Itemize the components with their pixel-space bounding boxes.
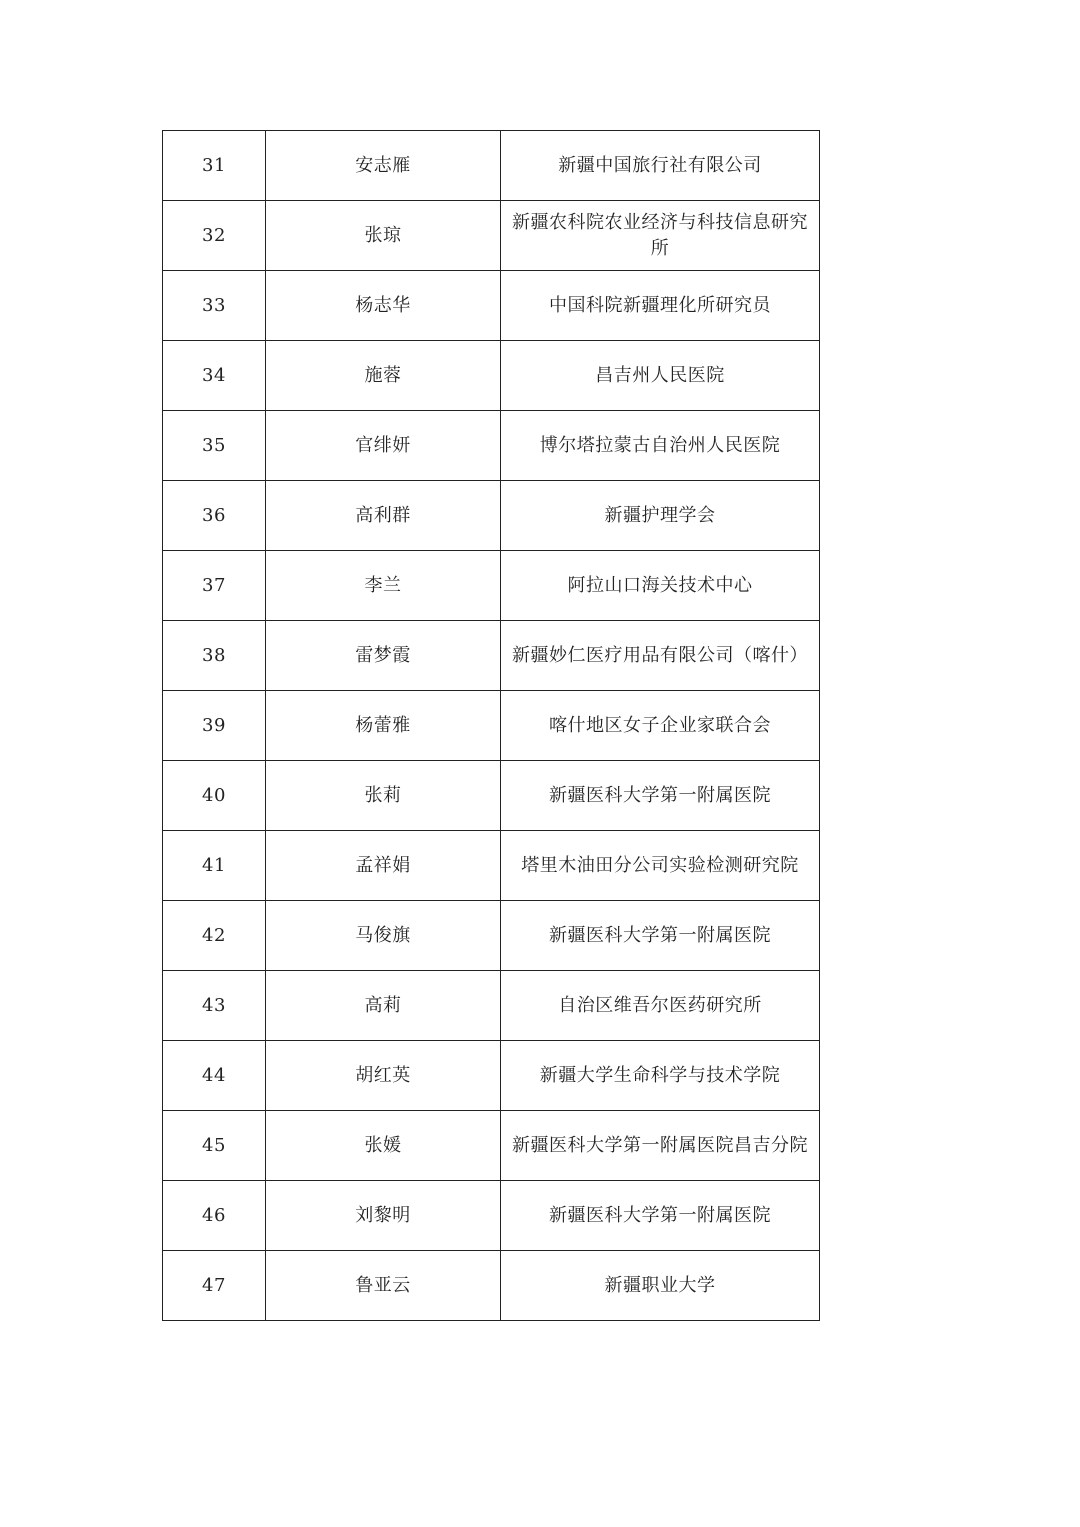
organization-cell: 阿拉山口海关技术中心	[501, 551, 820, 621]
row-number-cell: 43	[163, 971, 266, 1041]
organization-cell: 新疆医科大学第一附属医院	[501, 761, 820, 831]
row-number-cell: 41	[163, 831, 266, 901]
organization-cell: 新疆医科大学第一附属医院昌吉分院	[501, 1111, 820, 1181]
organization-cell: 新疆医科大学第一附属医院	[501, 901, 820, 971]
person-name-cell: 杨志华	[266, 271, 501, 341]
person-name-cell: 刘黎明	[266, 1181, 501, 1251]
organization-cell: 昌吉州人民医院	[501, 341, 820, 411]
row-number-cell: 44	[163, 1041, 266, 1111]
table-row	[163, 411, 820, 481]
person-name-cell: 张莉	[266, 761, 501, 831]
organization-cell: 博尔塔拉蒙古自治州人民医院	[501, 411, 820, 481]
row-number-cell: 31	[163, 131, 266, 201]
row-number-cell: 47	[163, 1251, 266, 1321]
row-number-cell: 45	[163, 1111, 266, 1181]
table-row	[163, 621, 820, 691]
person-name-cell: 施蓉	[266, 341, 501, 411]
table-row	[163, 1041, 820, 1111]
row-number-cell: 35	[163, 411, 266, 481]
table-row	[163, 691, 820, 761]
person-name-cell: 张媛	[266, 1111, 501, 1181]
organization-cell: 新疆护理学会	[501, 481, 820, 551]
table-row	[163, 831, 820, 901]
table-row	[163, 551, 820, 621]
row-number-cell: 40	[163, 761, 266, 831]
row-number-cell: 39	[163, 691, 266, 761]
person-name-cell: 马俊旗	[266, 901, 501, 971]
roster-table-body	[163, 131, 820, 1321]
row-number-cell: 46	[163, 1181, 266, 1251]
person-name-cell: 胡红英	[266, 1041, 501, 1111]
organization-cell: 自治区维吾尔医药研究所	[501, 971, 820, 1041]
organization-cell: 新疆妙仁医疗用品有限公司（喀什）	[501, 621, 820, 691]
organization-cell: 新疆中国旅行社有限公司	[501, 131, 820, 201]
person-name-cell: 安志雁	[266, 131, 501, 201]
person-name-cell: 李兰	[266, 551, 501, 621]
row-number-cell: 36	[163, 481, 266, 551]
row-number-cell: 34	[163, 341, 266, 411]
person-name-cell: 高莉	[266, 971, 501, 1041]
table-row	[163, 1181, 820, 1251]
organization-cell: 塔里木油田分公司实验检测研究院	[501, 831, 820, 901]
organization-cell: 新疆医科大学第一附属医院	[501, 1181, 820, 1251]
table-row	[163, 971, 820, 1041]
table-row	[163, 761, 820, 831]
person-name-cell: 孟祥娟	[266, 831, 501, 901]
table-row	[163, 341, 820, 411]
organization-cell: 新疆大学生命科学与技术学院	[501, 1041, 820, 1111]
person-name-cell: 鲁亚云	[266, 1251, 501, 1321]
row-number-cell: 42	[163, 901, 266, 971]
person-name-cell: 官绯妍	[266, 411, 501, 481]
table-row	[163, 131, 820, 201]
person-name-cell: 张琼	[266, 201, 501, 271]
organization-cell: 喀什地区女子企业家联合会	[501, 691, 820, 761]
table-row	[163, 1251, 820, 1321]
person-name-cell: 雷梦霞	[266, 621, 501, 691]
roster-table	[162, 130, 820, 1321]
table-row	[163, 271, 820, 341]
row-number-cell: 37	[163, 551, 266, 621]
person-name-cell: 杨蕾雅	[266, 691, 501, 761]
table-row	[163, 201, 820, 271]
row-number-cell: 33	[163, 271, 266, 341]
organization-cell: 新疆农科院农业经济与科技信息研究所	[501, 201, 820, 271]
organization-cell: 新疆职业大学	[501, 1251, 820, 1321]
table-row	[163, 1111, 820, 1181]
organization-cell: 中国科院新疆理化所研究员	[501, 271, 820, 341]
table-row	[163, 481, 820, 551]
row-number-cell: 32	[163, 201, 266, 271]
table-row	[163, 901, 820, 971]
row-number-cell: 38	[163, 621, 266, 691]
person-name-cell: 高利群	[266, 481, 501, 551]
